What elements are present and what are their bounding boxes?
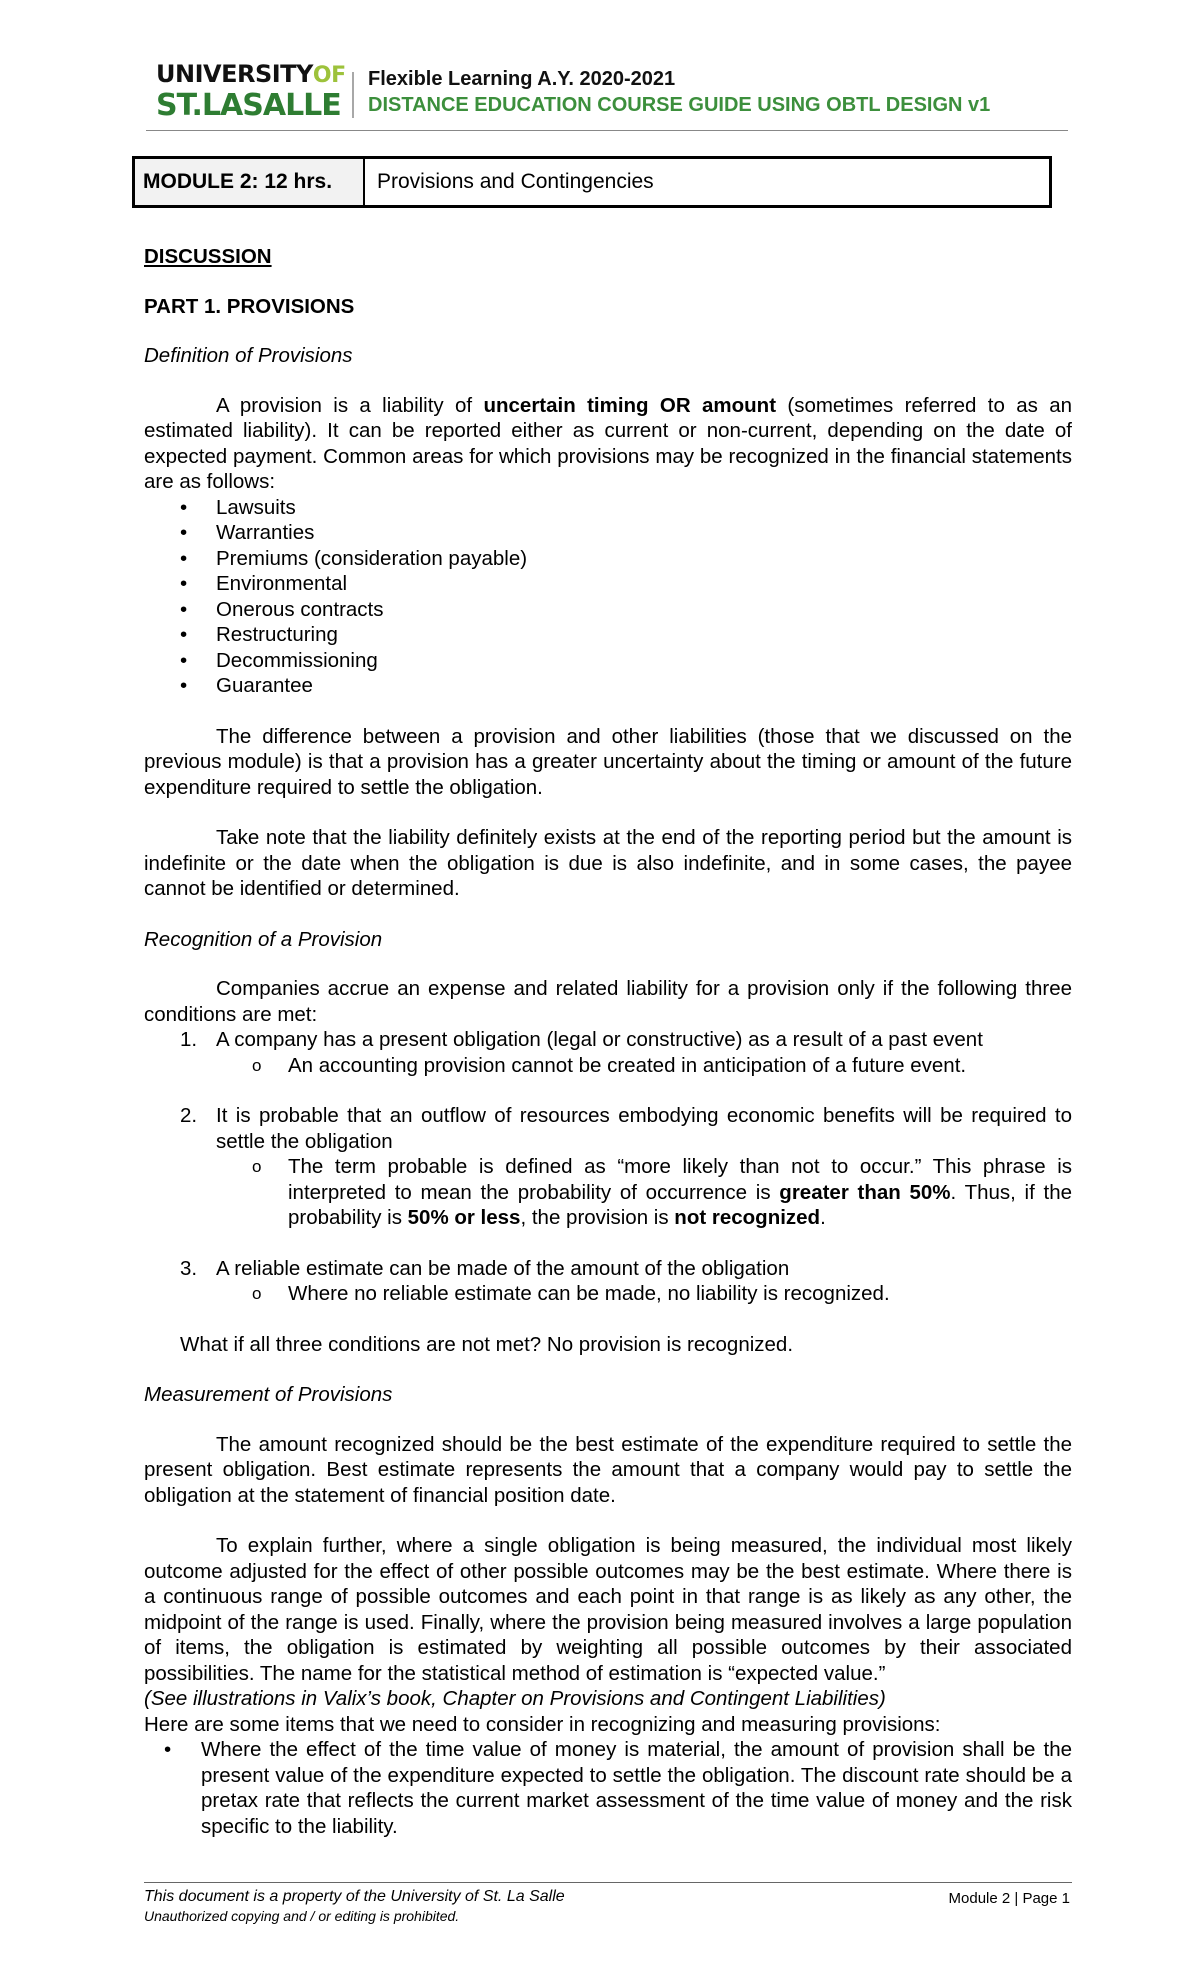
list-item: • Premiums (consideration payable) bbox=[144, 546, 1072, 572]
measurement-heading: Measurement of Provisions bbox=[144, 1383, 393, 1406]
recognition-heading: Recognition of a Provision bbox=[144, 927, 383, 951]
list-item: • Onerous contracts bbox=[144, 597, 1072, 623]
header-rule bbox=[146, 130, 1068, 131]
footer-copyright: Unauthorized copying and / or editing is prohibited. bbox=[144, 1908, 460, 1924]
list-item: • Environmental bbox=[144, 571, 1072, 597]
recognition-intro: Companies accrue an expense and related liability for a provision only if the following three conditions are met: bbox=[144, 977, 1072, 1026]
discussion-heading: DISCUSSION bbox=[144, 245, 272, 268]
university-logo: UNIVERSITYOF ST.LASALLE bbox=[156, 60, 346, 123]
measurement-reference: (See illustrations in Valix’s book, Chapter on Provisions and Contingent Liabilities) bbox=[144, 1687, 886, 1710]
provision-areas-list bbox=[144, 495, 1072, 699]
header-divider bbox=[352, 72, 354, 118]
module-table bbox=[132, 156, 1052, 208]
list-item: • Restructuring bbox=[144, 622, 1072, 648]
module-label: MODULE 2: 12 hrs. bbox=[135, 159, 365, 205]
footer-ownership: This document is a property of the University of St. La Salle bbox=[144, 1888, 565, 1905]
page-header bbox=[146, 56, 1070, 130]
measurement-paragraph-1: The amount recognized should be the best estimate of the expenditure required to settle the present obligation. Best estimate represents the amount that a company would pay to settle the obligation at the statement of financial position date. bbox=[144, 1432, 1072, 1507]
conditions-closing: What if all three conditions are not met? No provision is recognized. bbox=[180, 1332, 794, 1356]
header-title: Flexible Learning A.Y. 2020-2021 bbox=[368, 68, 676, 90]
list-item: • Guarantee bbox=[144, 673, 1072, 699]
measurement-items-list bbox=[144, 1737, 1072, 1839]
list-item: • Decommissioning bbox=[144, 648, 1072, 674]
take-note-paragraph: Take note that the liability definitely exists at the end of the reporting period but the amount is indefinite or the date when the obligation is due is also indefinite, and in some cases, the payee cannot be identified or determined. bbox=[144, 826, 1072, 900]
condition-item: 1. A company has a present obligation (legal or constructive) as a result of a past event o An accounting provision cannot be created in anticipation of a future event. bbox=[180, 1028, 983, 1077]
condition-item: 2. It is probable that an outflow of resources embodying economic benefits will be required to settle the obligation o The term probable is defined as “more likely than not to occur.” This phrase is interpreted to mean the probability of occurrence is greater than 50%. Thus, if the probability is 50% or less, the provision is not recognized. bbox=[180, 1104, 1072, 1229]
page-number: Module 2 | Page 1 bbox=[948, 1890, 1070, 1907]
condition-item: 3. A reliable estimate can be made of the amount of the obligation o Where no reliable estimate can be made, no liability is recognized. bbox=[180, 1256, 890, 1305]
definition-paragraph: A provision is a liability of uncertain timing OR amount (sometimes referred to as an estimated liability). It can be reported either as current or non-current, depending on the date of expected payment. Common areas for which provisions may be recognized in the financial statements are as follows: bbox=[144, 393, 1073, 493]
list-item: • Lawsuits bbox=[144, 495, 1072, 521]
measurement-items-intro: Here are some items that we need to consider in recognizing and measuring provisions: bbox=[144, 1712, 941, 1736]
part-heading: PART 1. PROVISIONS bbox=[144, 294, 355, 318]
list-item: • Warranties bbox=[144, 520, 1072, 546]
footer-rule bbox=[144, 1882, 1072, 1883]
main-content bbox=[144, 244, 1072, 1839]
conditions-list bbox=[144, 1027, 1072, 1307]
module-title: Provisions and Contingencies bbox=[377, 170, 654, 193]
measurement-paragraph-2: To explain further, where a single obligation is being measured, the individual most likely outcome adjusted for the effect of other possible outcomes may be the best estimate. Where there is a continuous range of possible outcomes and each point in that range is as likely as any other, the midpoint of the range is used. Finally, where the provision being measured involves a large population of items, the obligation is estimated by weighting all possible outcomes by their associated possibilities. The name for the statistical method of estimation is “expected value.” bbox=[144, 1534, 1072, 1685]
difference-paragraph: The difference between a provision and other liabilities (those that we discussed on the previous module) is that a provision has a greater uncertainty about the timing or amount of the future expenditure required to settle the obligation. bbox=[144, 724, 1072, 799]
list-item: • Where the effect of the time value of money is material, the amount of provision shall be the present value of the expenditure expected to settle the obligation. The discount rate should be a pretax rate that reflects the current market assessment of the time value of money and the risk specific to the liability. bbox=[144, 1737, 1072, 1839]
definition-heading: Definition of Provisions bbox=[144, 344, 353, 367]
header-subtitle: DISTANCE EDUCATION COURSE GUIDE USING OBTL DESIGN v1 bbox=[368, 94, 991, 116]
